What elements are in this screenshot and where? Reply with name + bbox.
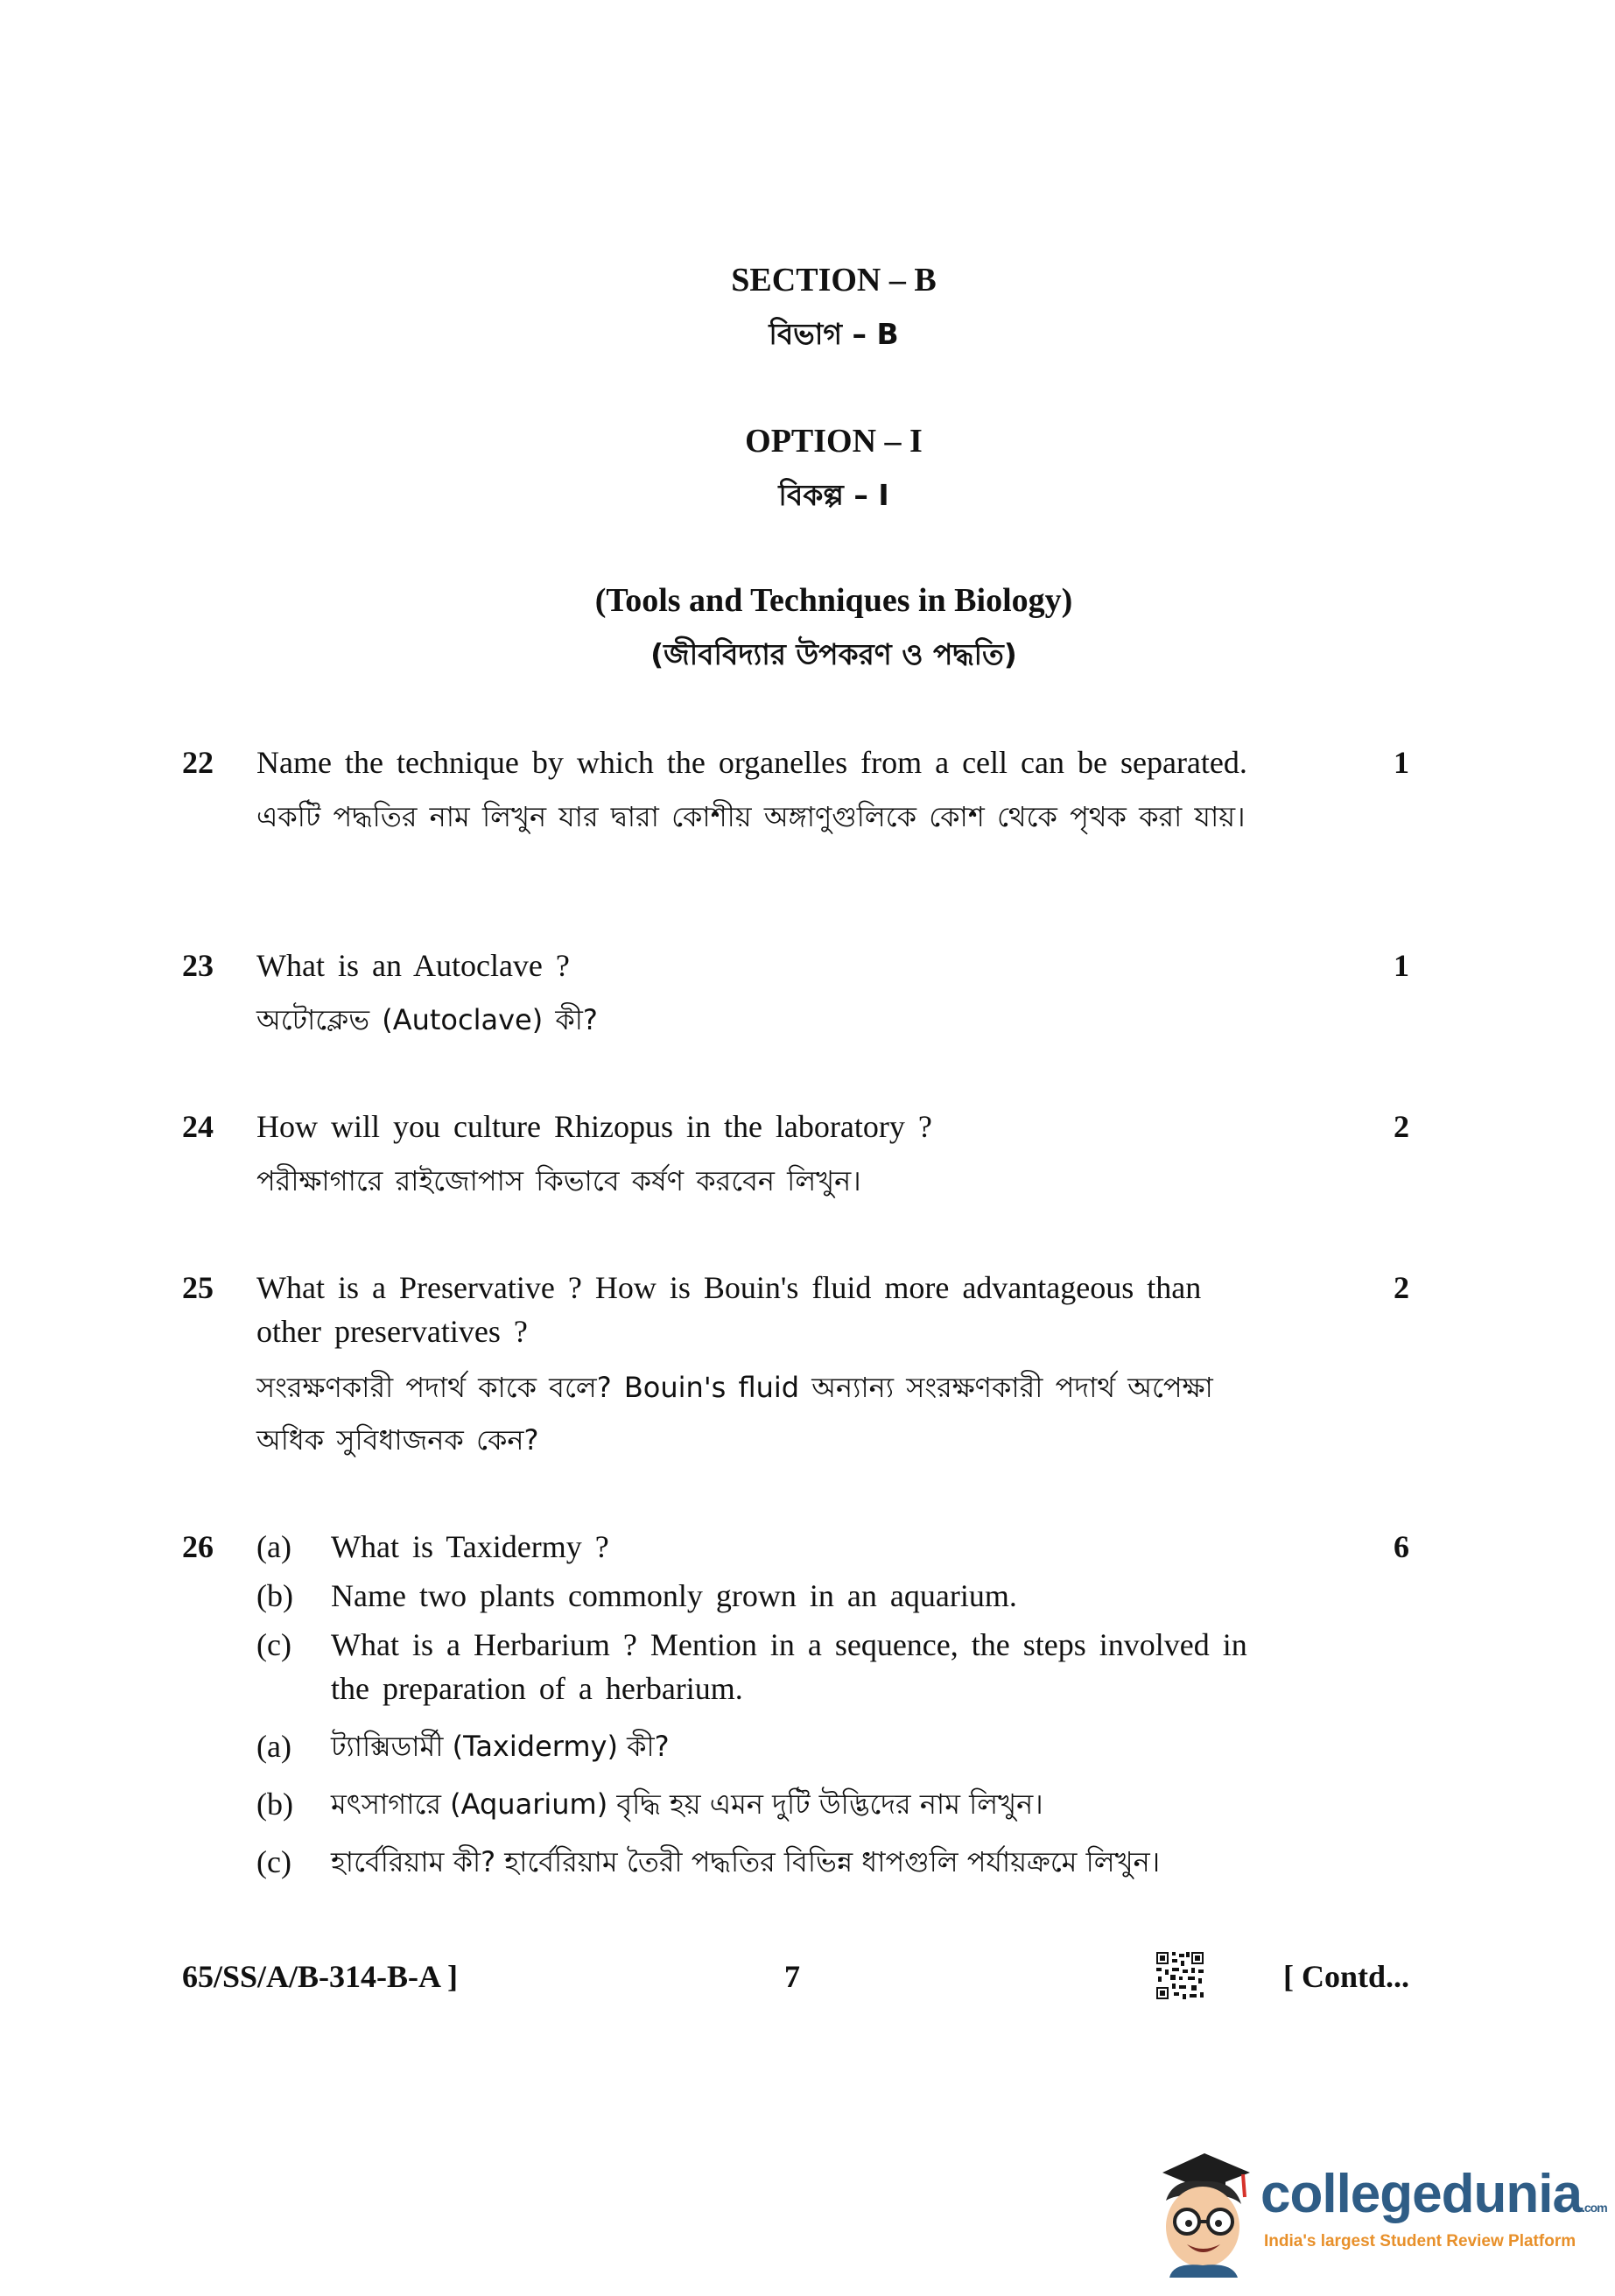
option-title-bengali: বিকল্প – I	[778, 478, 889, 512]
question-text-bengali-line-2: অধিক সুবিধাজনক কেন?	[256, 1423, 539, 1457]
question-marks: 2	[1394, 1270, 1409, 1305]
question-part-c	[256, 1623, 1269, 1710]
option-heading	[53, 420, 1615, 516]
question-text-bengali: অটোক্লেভ (Autoclave) কী?	[256, 1003, 598, 1036]
question-part-a-bengali	[256, 1724, 1269, 1768]
question-text-bengali: পরীক্ষাগারে রাইজোপাস কিভাবে কর্ষণ করবেন লিখুন।	[256, 1164, 861, 1197]
brand-suffix: .com	[1581, 2201, 1607, 2215]
part-text: What is Taxidermy ?	[331, 1529, 609, 1564]
question-number: 26	[182, 1529, 214, 1564]
question-text: How will you culture Rhizopus in the laboratory ?	[256, 1109, 932, 1144]
question-26	[182, 1525, 1409, 1884]
part-text-bengali: মৎসাগারে (Aquarium) বৃদ্ধি হয় এমন দুটি উদ্ভিদের নাম লিখুন।	[331, 1787, 1043, 1821]
question-part-b	[256, 1574, 1269, 1618]
collegedunia-logo	[1147, 2146, 1607, 2278]
option-title: OPTION – I	[745, 423, 923, 460]
question-marks: 1	[1394, 745, 1409, 780]
part-text-bengali: ট্যাক্সিডার্মী (Taxidermy) কী?	[331, 1730, 670, 1763]
brand-name-text: collegedunia	[1260, 2164, 1582, 2224]
question-text: What is an Autoclave ?	[256, 948, 570, 983]
page-number: 7	[784, 1959, 800, 1994]
continued-marker: [ Contd...	[1282, 1959, 1409, 1994]
brand-name	[1260, 2164, 1607, 2238]
question-marks: 6	[1394, 1529, 1409, 1564]
part-text: Name two plants commonly grown in an aquarium.	[331, 1578, 1017, 1613]
question-25	[182, 1266, 1409, 1462]
topic-title-bengali: (জীববিদ্যার উপকরণ ও পদ্ধতি)	[650, 637, 1017, 671]
section-title: SECTION – B	[731, 262, 937, 298]
question-22	[182, 741, 1409, 839]
part-label: (a)	[256, 1729, 291, 1764]
part-label: (b)	[256, 1578, 293, 1613]
question-number: 25	[182, 1270, 214, 1305]
question-text-bengali-line-1: সংরক্ষণকারী পদার্থ কাকে বলে? Bouin's fluid অন্যান্য সংরক্ষণকারী পদার্থ অপেক্ষা	[256, 1371, 1213, 1404]
part-label: (b)	[256, 1787, 293, 1822]
question-24	[182, 1105, 1409, 1203]
topic-heading	[53, 579, 1615, 676]
question-marks: 2	[1394, 1109, 1409, 1144]
part-text-bengali: হার্বেরিয়াম কী? হার্বেরিয়াম তৈরী পদ্ধতির বিভিন্ন ধাপগুলি পর্যায়ক্রমে লিখুন।	[331, 1845, 1161, 1878]
paper-code: 65/SS/A/B-314-B-A ]	[182, 1959, 459, 1994]
qr-code-icon	[1155, 1950, 1205, 2001]
question-part-a	[256, 1525, 1269, 1569]
question-text: What is a Preservative ? How is Bouin's fluid more advantageous than other preservatives ?	[256, 1270, 1202, 1349]
question-number: 23	[182, 948, 214, 983]
section-title-bengali: বিভাগ – B	[769, 317, 899, 351]
question-part-c-bengali	[256, 1840, 1269, 1884]
question-number: 24	[182, 1109, 214, 1144]
student-mascot-icon	[1147, 2146, 1256, 2278]
part-label: (c)	[256, 1844, 291, 1879]
topic-title: (Tools and Techniques in Biology)	[594, 582, 1073, 619]
page-footer	[182, 1950, 1409, 2003]
part-text: What is a Herbarium ? Mention in a sequence, the steps involved in the preparation of a herbarium.	[331, 1627, 1247, 1706]
brand-tagline: India's largest Student Review Platform	[1264, 2232, 1576, 2250]
question-23	[182, 944, 1409, 1042]
question-part-b-bengali	[256, 1782, 1269, 1826]
question-number: 22	[182, 745, 214, 780]
question-marks: 1	[1394, 948, 1409, 983]
section-heading	[53, 259, 1615, 355]
question-text: Name the technique by which the organelles from a cell can be separated.	[256, 745, 1247, 780]
question-text-bengali: একটি পদ্ধতির নাম লিখুন যার দ্বারা কোশীয় অঙ্গাণুগুলিকে কোশ থেকে পৃথক করা যায়।	[256, 800, 1246, 833]
part-label: (a)	[256, 1529, 291, 1564]
part-label: (c)	[256, 1627, 291, 1662]
